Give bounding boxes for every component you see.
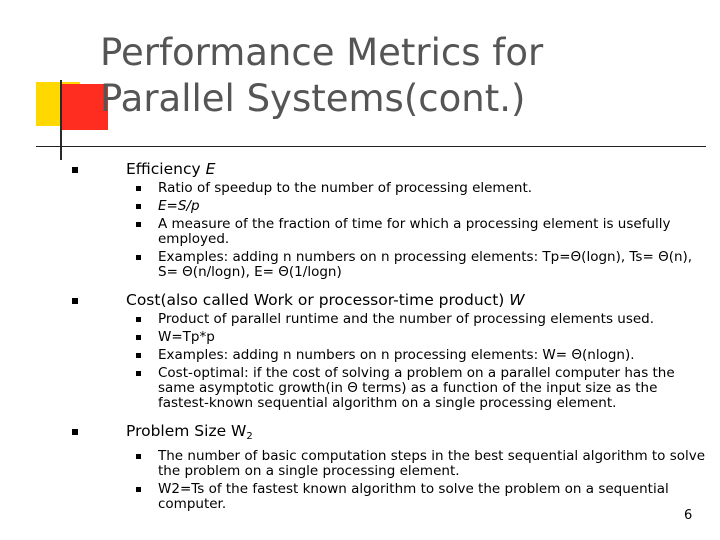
sub-bullet: E=S/p <box>158 199 706 214</box>
sub-bullet: A measure of the fraction of time for which a processing element is usefully employed. <box>158 217 706 247</box>
bullet-cost: Cost(also called Work or processor-time product) W <box>66 291 706 309</box>
sub-bullet: Examples: adding n numbers on n processing elements: W= Θ(nlogn). <box>158 348 706 363</box>
slide-title <box>100 30 700 122</box>
title-line-1: Performance Metrics for <box>100 31 544 74</box>
title-line-2: Parallel Systems(cont.) <box>100 77 526 120</box>
sub-bullet: Ratio of speedup to the number of processing element. <box>158 181 706 196</box>
page-number: 6 <box>684 508 693 523</box>
decor-vertical-line <box>60 80 62 160</box>
sub-bullet: W2=Ts of the fastest known algorithm to solve the problem on a sequential computer. <box>158 482 706 512</box>
sub-bullet: Product of parallel runtime and the number of processing elements used. <box>158 312 706 327</box>
sub-bullet: Examples: adding n numbers on n processing elements: Tp=Θ(logn), Ts= Θ(n), S= Θ(n/logn), E= Θ(1/logn) <box>158 250 706 280</box>
title-underline <box>36 146 706 147</box>
slide-body <box>66 160 706 512</box>
sub-bullet: W=Tp*p <box>158 330 706 345</box>
sub-bullet: Cost-optimal: if the cost of solving a problem on a parallel computer has the same asymptotic growth(in Θ terms) as a function of the input size as the fastest-known sequential algorithm on a single processing element. <box>158 366 706 411</box>
bullet-problem-size: Problem Size $W_2$ <box>66 422 706 446</box>
sub-bullet: The number of basic computation steps in the best sequential algorithm to solve the problem on a single processing element. <box>158 448 706 479</box>
bullet-efficiency: Efficiency E <box>66 160 706 178</box>
